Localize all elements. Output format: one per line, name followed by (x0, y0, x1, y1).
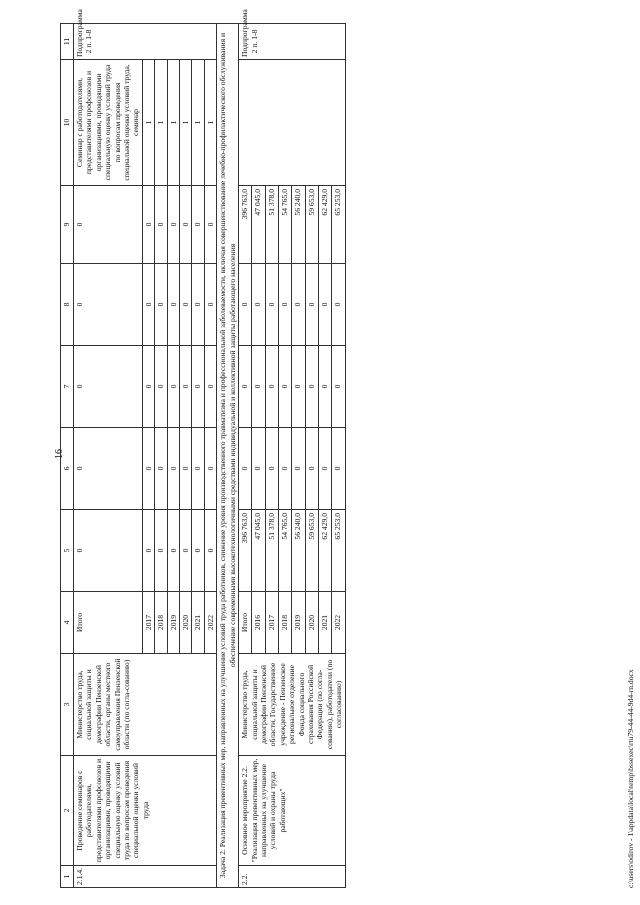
value-cell: 0 (332, 428, 345, 510)
value-cell: 0 (74, 186, 143, 264)
year-cell: 2020 (180, 592, 192, 654)
rotated-page (42, 8, 640, 888)
value-cell: 0 (180, 186, 192, 264)
executor: Министерство труда, социальной защиты и демографии Пензенской области, Государственное учреждение - Пензенское региональное отделение Фонда социального страхования Российской Федерации (по согла-сованию), работодатели (по согласованию) (239, 654, 345, 756)
header-row (61, 24, 74, 888)
task-heading: Задача 2. Реализация превентивных мер, направленных на улучшение условий труда работников, снижение уровня производственного травматизма и профессиональной заболеваемости, включая совершенствование лечебно-профилактического обслуживания и обеспечение современными высокотехнологичными средствами индивидуальной и коллективной защиты работающего населения (217, 24, 239, 888)
value-cell: 0 (155, 428, 167, 510)
column-number: 8 (61, 264, 74, 346)
value-cell: 0 (239, 346, 252, 428)
result-value: 1 (192, 60, 204, 186)
value-cell: 0 (74, 264, 143, 346)
year-cell: 2018 (278, 592, 291, 654)
column-number: 2 (61, 756, 74, 866)
value-cell: 0 (204, 346, 216, 428)
value-cell: 54 765,0 (278, 510, 291, 592)
value-cell: 0 (142, 186, 154, 264)
value-cell: 0 (180, 510, 192, 592)
value-cell: 0 (239, 428, 252, 510)
value-cell: 59 653,0 (305, 186, 318, 264)
column-number: 3 (61, 654, 74, 756)
value-cell: 62 429,0 (318, 510, 331, 592)
value-cell: 0 (192, 428, 204, 510)
year-cell: 2021 (192, 592, 204, 654)
value-cell: 65 253,0 (332, 510, 345, 592)
value-cell: 54 765,0 (278, 186, 291, 264)
value-cell: 396 763,0 (239, 510, 252, 592)
value-cell: 47 045,0 (252, 510, 265, 592)
value-cell: 0 (180, 428, 192, 510)
value-cell: 0 (318, 346, 331, 428)
task-row (217, 24, 239, 888)
value-cell: 0 (180, 264, 192, 346)
column-number: 11 (61, 24, 74, 60)
total-label: Итого (74, 592, 143, 654)
value-cell: 0 (265, 264, 278, 346)
value-cell: 0 (155, 264, 167, 346)
year-cell: 2020 (305, 592, 318, 654)
year-cell: 2022 (204, 592, 216, 654)
year-cell: 2018 (155, 592, 167, 654)
value-cell: 0 (265, 428, 278, 510)
year-cell: 2017 (265, 592, 278, 654)
table-row (74, 24, 143, 888)
value-cell: 47 045,0 (252, 186, 265, 264)
column-number: 4 (61, 592, 74, 654)
value-cell: 0 (252, 428, 265, 510)
value-cell: 0 (180, 346, 192, 428)
total-label: Итого (239, 592, 252, 654)
value-cell: 0 (278, 264, 291, 346)
year-cell: 2019 (292, 592, 305, 654)
result-value: 1 (142, 60, 154, 186)
value-cell: 0 (142, 264, 154, 346)
value-cell: 0 (265, 346, 278, 428)
row-number: 2.2. (239, 866, 345, 888)
value-cell: 0 (142, 428, 154, 510)
value-cell: 0 (305, 428, 318, 510)
value-cell: 0 (292, 346, 305, 428)
value-cell: 56 240,0 (292, 186, 305, 264)
value-cell: 0 (142, 510, 154, 592)
value-cell: 0 (155, 186, 167, 264)
value-cell: 0 (204, 510, 216, 592)
result-value: 1 (155, 60, 167, 186)
value-cell: 0 (167, 428, 179, 510)
value-cell: 0 (332, 264, 345, 346)
year-cell: 2017 (142, 592, 154, 654)
subprogram-link: Подпрограмма 2 п. 1-8 (239, 24, 345, 60)
value-cell: 0 (332, 346, 345, 428)
value-cell: 0 (252, 264, 265, 346)
program-table (60, 9, 346, 888)
result-indicator: Семинар с работодателями, представителями профсоюзов и организациями, проводящими специальную оценку условий труда по вопросам проведения специальной оценки условий труда, семинар (74, 60, 143, 186)
value-cell: 0 (239, 264, 252, 346)
value-cell: 59 653,0 (305, 510, 318, 592)
column-number: 7 (61, 346, 74, 428)
result-value: 1 (180, 60, 192, 186)
page-number: 16 (54, 449, 65, 459)
value-cell: 51 378,0 (265, 510, 278, 592)
value-cell: 0 (204, 186, 216, 264)
value-cell: 0 (167, 346, 179, 428)
subprogram-link: Подпрограмма 2 п. 1-8 (74, 24, 217, 60)
value-cell: 0 (192, 264, 204, 346)
value-cell: 396 763,0 (239, 186, 252, 264)
value-cell: 0 (278, 428, 291, 510)
value-cell: 51 378,0 (265, 186, 278, 264)
value-cell: 0 (155, 346, 167, 428)
value-cell: 0 (292, 428, 305, 510)
column-number: 5 (61, 510, 74, 592)
column-number: 10 (61, 60, 74, 186)
value-cell: 0 (74, 346, 143, 428)
year-cell: 2019 (167, 592, 179, 654)
year-cell: 2022 (332, 592, 345, 654)
value-cell: 0 (142, 346, 154, 428)
value-cell: 0 (318, 428, 331, 510)
value-cell: 0 (252, 346, 265, 428)
value-cell: 0 (204, 428, 216, 510)
value-cell: 56 240,0 (292, 510, 305, 592)
year-cell: 2016 (252, 592, 265, 654)
value-cell: 0 (305, 264, 318, 346)
year-cell: 2021 (318, 592, 331, 654)
value-cell: 62 429,0 (318, 186, 331, 264)
column-number: 9 (61, 186, 74, 264)
value-cell: 0 (192, 510, 204, 592)
column-number: 1 (61, 866, 74, 888)
value-cell: 0 (318, 264, 331, 346)
value-cell: 0 (192, 346, 204, 428)
result-indicator (239, 60, 345, 186)
footer-file-path: c:\users\odirov - 1\appdata\local\temp\bssexec\rtu79-44-44-9d4-rn.docx (626, 669, 635, 888)
value-cell: 65 253,0 (332, 186, 345, 264)
table-row (239, 24, 252, 888)
executor: Министерство труда, социальной защиты и демографии Пензенской области, органы местного самоуправления Пензенской области (по согла-сованию) (74, 654, 217, 756)
value-cell: 0 (167, 264, 179, 346)
column-number: 6 (61, 428, 74, 510)
value-cell: 0 (204, 264, 216, 346)
value-cell: 0 (192, 186, 204, 264)
value-cell: 0 (305, 346, 318, 428)
value-cell: 0 (167, 186, 179, 264)
value-cell: 0 (292, 264, 305, 346)
value-cell: 0 (155, 510, 167, 592)
row-number: 2.1.4. (74, 866, 217, 888)
value-cell: 0 (74, 510, 143, 592)
value-cell: 0 (278, 346, 291, 428)
value-cell: 0 (167, 510, 179, 592)
measure-name: Проведение семинаров с работодателями, представителями профсоюзов и организациями, проводящими специальную оценку условий труда по вопросам проведения специальной оценки условий труда (74, 756, 217, 866)
result-value: 1 (204, 60, 216, 186)
value-cell: 0 (74, 428, 143, 510)
result-value: 1 (167, 60, 179, 186)
measure-name: Основное мероприятие 2.2. "Реализация превентивных мер, направленных на улучшение условий и охраны труда работающих" (239, 756, 345, 866)
